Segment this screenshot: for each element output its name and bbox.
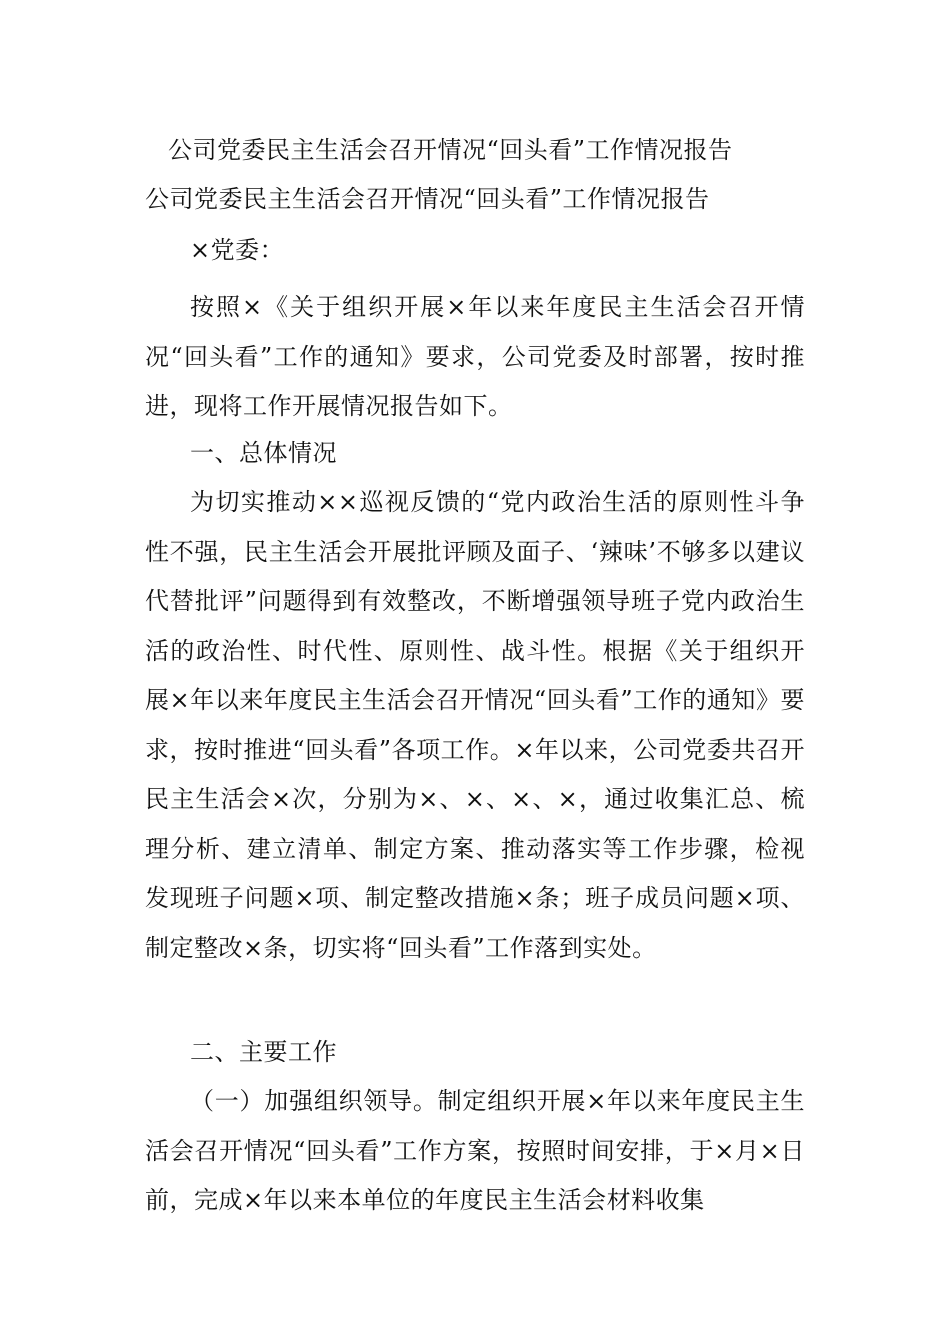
paragraph-organization: （一）加强组织领导。制定组织开展×年以来年度民主生活会召开情况“回头看”工作方案，按照时间安排，于×月×日前，完成×年以来本单位的年度民主生活会材料收集 <box>145 1087 805 1214</box>
document-title: 公司党委民主生活会召开情况“回头看”工作情况报告 <box>168 136 733 164</box>
salutation: ×党委： <box>190 236 285 264</box>
document-subtitle: 公司党委民主生活会召开情况“回头看”工作情况报告 <box>145 185 710 213</box>
paragraph-intro: 按照×《关于组织开展×年以来年度民主生活会召开情况“回头看”工作的通知》要求，公司党委及时部署，按时推进，现将工作开展情况报告如下。 <box>145 293 805 420</box>
section-heading-overview: 一、总体情况 <box>190 439 337 467</box>
section-heading-main-work: 二、主要工作 <box>190 1038 337 1066</box>
paragraph-overview: 为切实推动××巡视反馈的“党内政治生活的原则性斗争性不强，民主生活会开展批评顾及面子、‘辣味’不够多以建议代替批评”问题得到有效整改，不断增强领导班子党内政治生活的政治性、时代性、原则性、战斗性。根据《关于组织开展×年以来年度民主生活会召开情况“回头看”工作的通知》要求，按时推进“回头看”各项工作。×年以来，公司党委共召开民主生活会×次，分别为×、×、×、×，通过收集汇总、梳理分析、建立清单、制定方案、推动落实等工作步骤，检视发现班子问题×项、制定整改措施×条；班子成员问题×项、制定整改×条，切实将“回头看”工作落到实处。 <box>145 488 805 962</box>
